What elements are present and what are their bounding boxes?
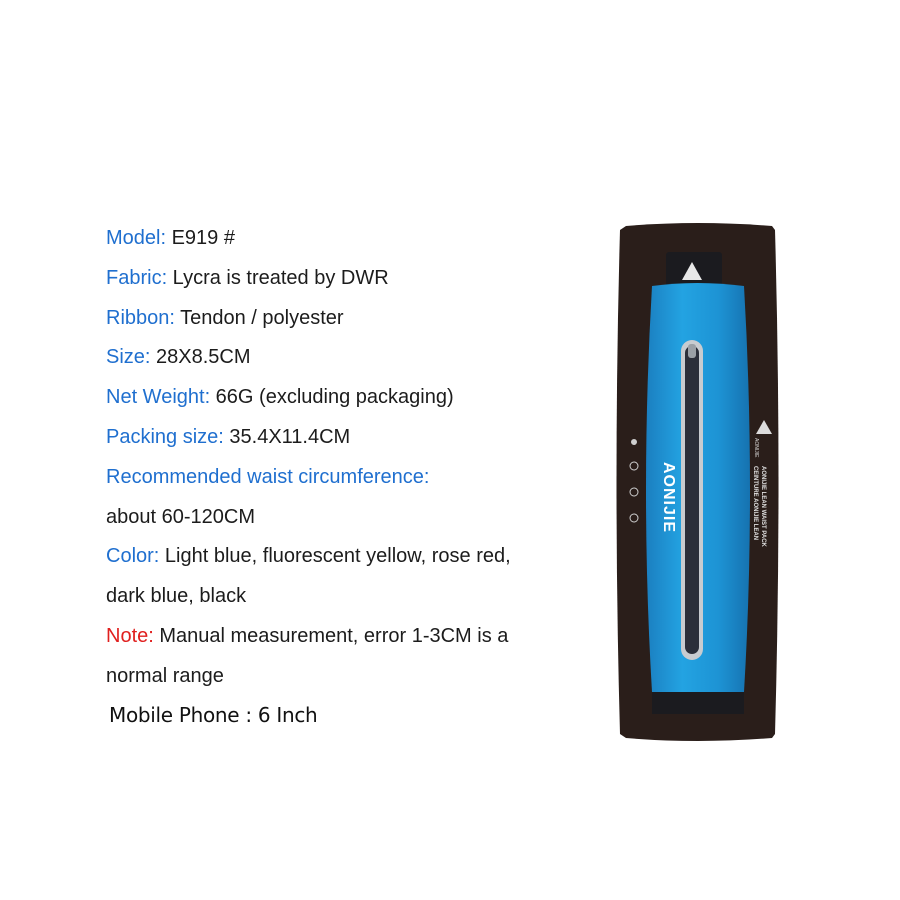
- spec-color-cont: dark blue, black: [106, 585, 247, 608]
- spec-list: [106, 219, 596, 697]
- phone-size-text: Mobile Phone : 6 Inch: [109, 703, 318, 727]
- spec-net-weight: Net Weight: 66G (excluding packaging): [106, 386, 454, 409]
- bottom-strap: [652, 692, 744, 714]
- spec-note-cont: normal range: [106, 664, 224, 687]
- bag-brand-text: AONIJIE: [660, 462, 677, 534]
- zipper-pull: [688, 344, 696, 358]
- spec-note: Note: Manual measurement, error 1-3CM is a: [106, 624, 509, 647]
- card-line-2: CEINTURE AONIJIE LEAN: [752, 466, 758, 541]
- zipper-gap: [685, 346, 699, 654]
- spec-ribbon: Ribbon: Tendon / polyester: [106, 306, 344, 329]
- card-line-1: AONIJIE LEAN WAIST PACK: [760, 466, 766, 547]
- spec-packing-size: Packing size: 35.4X11.4CM: [106, 425, 351, 448]
- card-brand-text: AONIJIE: [753, 438, 759, 458]
- spec-waist-label: Recommended waist circumference:: [106, 465, 430, 488]
- spec-waist-value: about 60-120CM: [106, 505, 255, 528]
- spec-model: Model: E919 #: [106, 227, 235, 249]
- feature-icon: [631, 439, 637, 445]
- waist-pack-illustration: [612, 222, 782, 742]
- spec-fabric: Fabric: Lycra is treated by DWR: [106, 266, 389, 289]
- product-image: [612, 222, 782, 742]
- spec-size: Size: 28X8.5CM: [106, 346, 251, 369]
- spec-color: Color: Light blue, fluorescent yellow, rose red,: [106, 545, 511, 568]
